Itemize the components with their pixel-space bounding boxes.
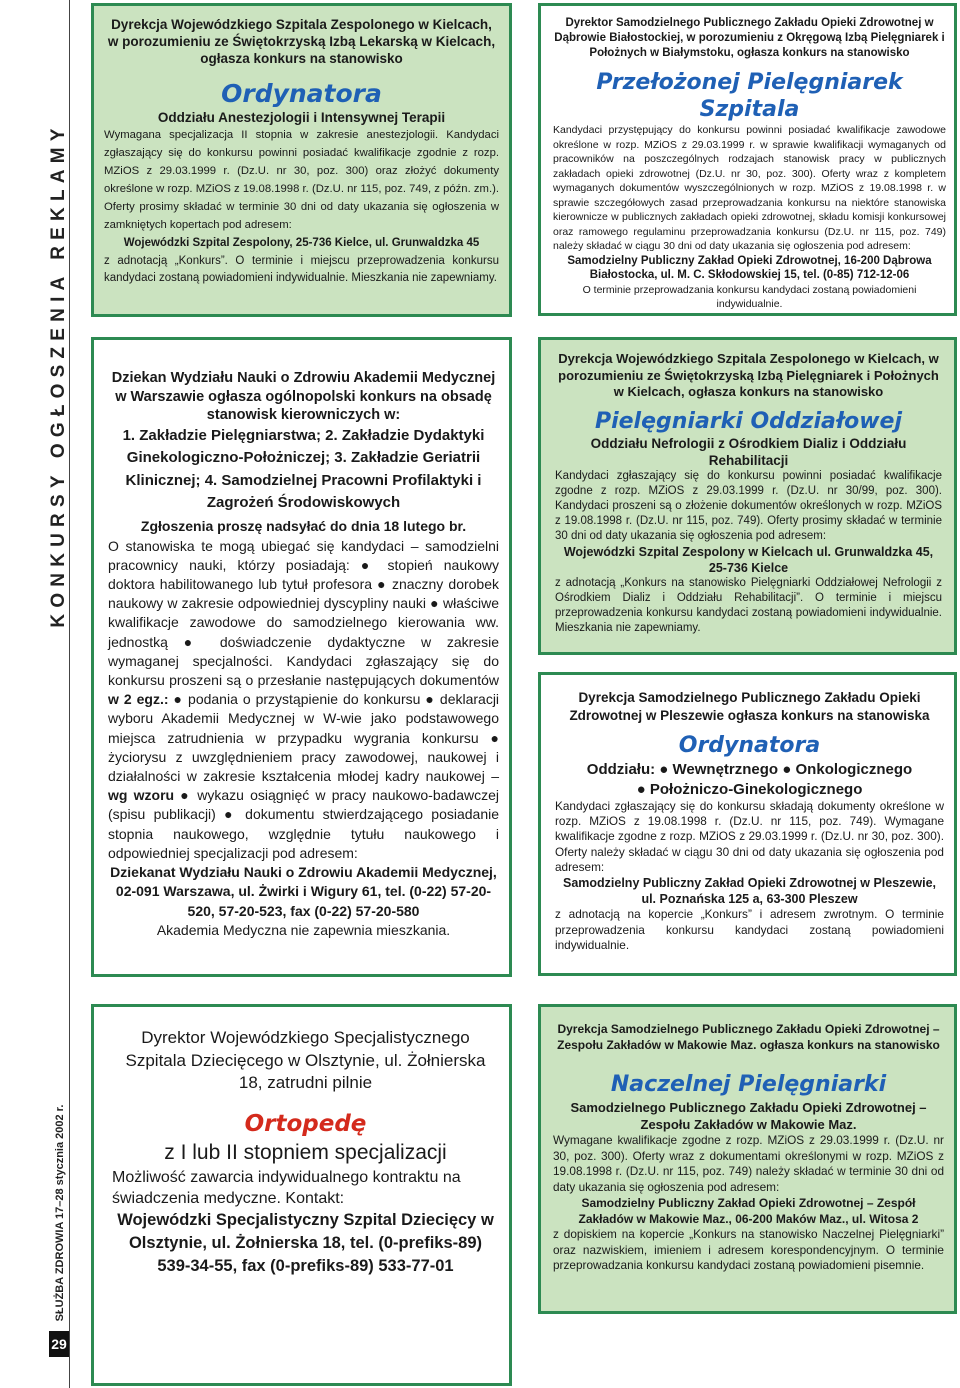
bullet-icon bbox=[174, 691, 184, 707]
requirement-item: doświadczenie dydaktyczne w zakresie wymaganej specjalności. bbox=[108, 633, 499, 669]
ad-position: Ortopedę bbox=[244, 1110, 367, 1137]
ad-footer: z adnotacją „Konkurs na stanowisko Pielęgniarki Oddziałowej Nefrologii z Ośrodkiem Dializ i Oddziału Rehabilitacji”. O terminie i miejscu przeprowadzenia konkursu kandydaci zostaną powiadomieni indywidualnie. Mieszkania nie zapewniamy. bbox=[555, 576, 942, 634]
ad-body: Wymagane kwalifikacje zgodne z rozp. MZiOS z 29.03.1999 r. (Dz.U. nr 30, poz. 300). Oferty wraz z dokumentami określonymi w rozp. MZiOS z 19.08.1998 r. (Dz.U. nr 115, poz. 749) należy składać w terminie 30 dni od daty ukazania się ogłoszenia pod adresem: bbox=[553, 1133, 944, 1194]
ad-kielce-head-nurse bbox=[538, 337, 957, 655]
ad-employer: Samodzielnego Publicznego Zakładu Opieki Zdrowotnej – Zespołu Zakładów w Makowie Maz. bbox=[570, 1100, 927, 1132]
ad-body: Wymagana specjalizacja II stopnia w zakresie anestezjologii. Kandydaci zgłaszający się do konkursu powinni posiadać kwalifikacje zgodnie z rozp. MZiOS z 29.03.1999 r. (Dz.U. nr 30, poz. 300) oraz złożyć dokumenty określone w rozp. MZiOS z 19.08.1998 r. (Dz.U. nr 115, poz. 749, z późn. zm.). Oferty prosimy składać w terminie 30 dni od daty ukazania się ogłoszenia w zamkniętych kopertach pod adresem: bbox=[104, 129, 499, 231]
document-item: podania o przystąpienie do konkursu bbox=[188, 691, 421, 708]
document-item: deklaracji wyboru Akademii Medycznej w W-wie jako podstawowego miejsca zatrudnienia w przypadku wygrania konkursu bbox=[108, 691, 500, 746]
ad-body: Kandydaci przystępujący do konkursu powinni posiadać kwalifikacje zawodowe określone w rozp. MZiOS z 29.03.1999 r. w sprawie kwalifikacji wymaganych od pracowników na poszczególnych rodzajach stanowisk pracy w publicznych zakładach opieki zdrowotnej (Dz.U. nr 30, poz. 300). Oferty wraz z kompletem wymaganych dokumentów wyszczególnionych w rozp. MZiOS z 19.08.1998 r. w sprawie szczegółowych zasad przeprowadzania konkursu na niektóre stanowiska kierownicze w publicznych zakładach opieki zdrowotnej, składu komisji konkursowej oraz ramowego regulaminu przeprowadzania konkursu (Dz.U. nr 115, poz. 749) należy składać w ciągu 30 dni od daty ukazania się ogłoszenia pod adresem: bbox=[553, 124, 946, 252]
ad-intro: O stanowiska te mogą ubiegać się kandydaci – samodzielni pracownicy nauki, którzy posiadają: bbox=[108, 537, 499, 573]
ad-position: Ordynatora bbox=[678, 733, 821, 758]
ad-address: Dziekanat Wydziału Nauki o Zdrowiu Akademii Medycznej, 02-091 Warszawa, ul. Żwirki i Wigury 61, tel. (0-22) 57-20-520, 57-20-523, fax (0-22) 57-20-580 bbox=[110, 863, 497, 919]
ad-header: Dyrekcja Samodzielnego Publicznego Zakładu Opieki Zdrowotnej – Zespołu Zakładów w Makowie Maz. ogłasza konkurs na stanowisko bbox=[557, 1022, 940, 1052]
ad-department: Oddziału Nefrologii z Ośrodkiem Dializ i Oddziału Rehabilitacji bbox=[590, 435, 907, 468]
ad-makow-chief-nurse bbox=[538, 1004, 957, 1314]
ad-body bbox=[108, 537, 499, 863]
bullet-icon bbox=[180, 787, 191, 803]
department-item: Położniczo-Ginekologicznego bbox=[649, 780, 863, 798]
ad-header: Dyrektor Samodzielnego Publicznego Zakładu Opieki Zdrowotnej w Dąbrowie Białostockiej, w porozumieniu z Okręgową Izbą Pielęgniarek i Położnych w Białymstoku, ogłasza konkurs na stanowisko bbox=[554, 17, 945, 59]
ad-department: Oddziału Anestezjologii i Intensywnej Terapii bbox=[157, 110, 446, 125]
ad-olsztyn-orthopedist bbox=[91, 1004, 512, 1386]
bullet-icon bbox=[782, 761, 791, 778]
bullet-icon bbox=[659, 761, 668, 778]
department-item: Wewnętrznego bbox=[672, 761, 779, 778]
ad-header: Dyrekcja Wojewódzkiego Szpitala Zespolonego w Kielcach, w porozumieniu ze Świętokrzyską Izbą Lekarską w Kielcach, ogłasza konkurs na stanowisko bbox=[107, 17, 496, 66]
ad-deadline: Zgłoszenia proszę nadsyłać do dnia 18 lutego br. bbox=[140, 517, 467, 534]
ad-position: Przełożonej Pielęgniarek Szpitala bbox=[596, 70, 903, 122]
bullet-icon bbox=[637, 781, 646, 798]
issue-label: SŁUŻBA ZDROWIA 17–28 stycznia 2002 r. bbox=[54, 1104, 66, 1322]
ad-spec: z I lub II stopniem specjalizacji bbox=[164, 1140, 447, 1164]
ad-footer: z dopiskiem na kopercie „Konkurs na stanowisko Naczelnej Pielęgniarki” oraz nazwiskiem, imieniem i adresem korespondencyjnym. O terminie przeprowadzania konkursu kandydaci zostaną powiadomieni pisemnie. bbox=[553, 1227, 944, 1272]
ad-warsaw-dean bbox=[91, 337, 512, 977]
ad-position: Ordynatora bbox=[221, 79, 382, 108]
document-item: życiorysu z uwzględnieniem pracy zawodowej, naukowej i działalności w zakresie kształcenia młodej kadry naukowej – bbox=[108, 748, 499, 784]
requirement-item: właściwe kwalifikacje zawodowe do samodzielnego kierowania ww. jednostką bbox=[108, 595, 499, 650]
ad-departments bbox=[555, 760, 944, 799]
section-title: KONKURSY OGŁOSZENIA REKLAMY bbox=[48, 122, 69, 628]
page-number: 29 bbox=[49, 1331, 69, 1357]
ad-pleszew-heads bbox=[538, 672, 957, 976]
bullet-icon bbox=[377, 576, 387, 592]
ad-address: Samodzielny Publiczny Zakład Opieki Zdrowotnej – Zespół Zakładów w Makowie Maz., 06-200 Maków Maz., ul. Witosa 2 bbox=[578, 1196, 919, 1226]
wg-wzoru: wg wzoru bbox=[108, 787, 175, 804]
ad-address: Samodzielny Publiczny Zakład Opieki Zdrowotnej, 16-200 Dąbrowa Białostocka, ul. M. C. Skłodowskiej 15, tel. (0-85) 712-12-06 bbox=[567, 254, 932, 281]
ad-address: Wojewódzki Specjalistyczny Szpital Dziecięcy w Olsztynie, ul. Żołnierska 18, tel. (0-prefiks-89) 539-34-55, fax (0-prefiks-89) 533-77-01 bbox=[117, 1210, 494, 1275]
ad-body: Kandydaci zgłaszający się do konkursu powinni posiadać kwalifikacje zgodne z rozp. MZiOS z 29.03.1999 r. (Dz.U. nr 30/99, poz. 300). Kandydaci proszeni są o złożenie dokumentów określonych w rozp. MZiOS z 19.08.1998 r. (Dz.U. nr 115, poz. 749). Oferty prosimy składać w terminie 30 dni od daty ukazania się ogłoszenia pod adresem: bbox=[555, 469, 942, 542]
ad-address: Wojewódzki Szpital Zespolony w Kielcach ul. Grunwaldzka 45, 25-736 Kielce bbox=[563, 544, 934, 575]
dept-prefix: Oddziału: bbox=[586, 761, 656, 778]
document-item: wykazu osiągnięć w pracy naukowo-badawczej (spisu publikacji) bbox=[108, 787, 499, 823]
ad-kielce-anesthesiology bbox=[91, 3, 512, 317]
bullet-icon bbox=[224, 806, 237, 822]
ad-position: Pielęgniarki Oddziałowej bbox=[594, 408, 903, 434]
docs-copies: w 2 egz.: bbox=[108, 691, 169, 708]
ad-header: Dyrektor Wojewódzkiego Specjalistycznego Szpitala Dziecięcego w Olsztynie, ul. Żołnierska 18, zatrudni pilnie bbox=[125, 1028, 486, 1092]
sidebar bbox=[0, 0, 70, 1388]
ad-footer: z adnotacją „Konkurs”. O terminie i miejscu przeprowadzenia konkursu kandydaci zostaną powiadomieni indywidualnie. Mieszkania nie zapewniamy. bbox=[104, 255, 499, 284]
ad-header: Dyrekcja Samodzielnego Publicznego Zakładu Opieki Zdrowotnej w Pleszewie ogłasza konkurs na stanowiska bbox=[569, 690, 930, 723]
ad-body: Możliwość zawarcia indywidualnego kontraktu na świadczenia medyczne. Kontakt: bbox=[112, 1168, 461, 1207]
ad-position: Naczelnej Pielęgniarki bbox=[610, 1072, 887, 1097]
ad-footer: Akademia Medyczna nie zapewnia mieszkania. bbox=[156, 922, 451, 939]
bullet-icon bbox=[184, 634, 204, 650]
document-item: dokumentu stwierdzającego posiadanie stopnia naukowego, względnie tytułu naukowego i odpowiedniej specjalizacji pod adresem: bbox=[108, 806, 500, 861]
department-item: Onkologicznego bbox=[795, 761, 913, 778]
sidebar-divider bbox=[69, 0, 70, 1388]
ad-footer: O terminie przeprowadzania konkursu kandydaci zostaną powiadomieni indywidualnie. bbox=[582, 283, 917, 310]
docs-intro: Kandydaci zgłaszający się do konkursu proszeni są o przesłanie następujących dokumentów bbox=[108, 652, 499, 688]
ad-body: Kandydaci zgłaszający się do konkursu składają dokumenty określone w rozp. MZiOS z 19.08.1998 r. (Dz.U. nr 115, poz. 749). Wymagane kwalifikacje zgodne z rozp. MZiOS z 29.03.1999 r. (Dz.U. nr 30, poz. 300). Oferty należy składać w ciągu 30 dni od daty ukazania się ogłoszenia pod adresem: bbox=[555, 799, 944, 874]
bullet-icon bbox=[491, 730, 499, 746]
requirement-item: znaczny dorobek naukowy w zakresie odpowiedniej dyscypliny nauki bbox=[108, 575, 499, 612]
ad-header: Dyrekcja Wojewódzkiego Szpitala Zespolonego w Kielcach, w porozumieniu ze Świętokrzyską Izbą Pielęgniarek i Położnych w Kielcach, ogłasza konkurs na stanowisko bbox=[558, 351, 939, 399]
bullet-icon bbox=[430, 595, 439, 611]
ad-header: Dziekan Wydziału Nauki o Zdrowiu Akademii Medycznej w Warszawie ogłasza ogólnopolski konkurs na obsadę stanowisk kierowniczych w: bbox=[111, 370, 496, 423]
bullet-icon bbox=[425, 691, 435, 707]
ad-address: Wojewódzki Szpital Zespolony, 25-736 Kielce, ul. Grunwaldzka 45 bbox=[123, 237, 480, 249]
ad-dabrowa-nurse bbox=[538, 3, 957, 316]
ad-address: Samodzielny Publiczny Zakład Opieki Zdrowotnej w Pleszewie, ul. Poznańska 125 a, 63-300 Pleszew bbox=[562, 876, 936, 907]
requirement-item: stopień naukowy doktora habilitowanego lub tytuł profesora bbox=[108, 556, 500, 592]
ad-footer: z adnotacją na kopercie „Konkurs” i adresem zwrotnym. O terminie przeprowadzenia konkursu kandydaci zostaną powiadomieni indywidualnie. bbox=[555, 907, 944, 953]
bullet-icon bbox=[361, 557, 377, 573]
ad-units: 1. Zakładzie Pielęgniarstwa; 2. Zakładzie Dydaktyki Ginekologiczno-Położniczej; 3. Zakładzie Geriatrii Klinicznej; 4. Samodzielnej Pracowni Profilaktyki i Zagrożeń Środowiskowych bbox=[122, 426, 485, 511]
